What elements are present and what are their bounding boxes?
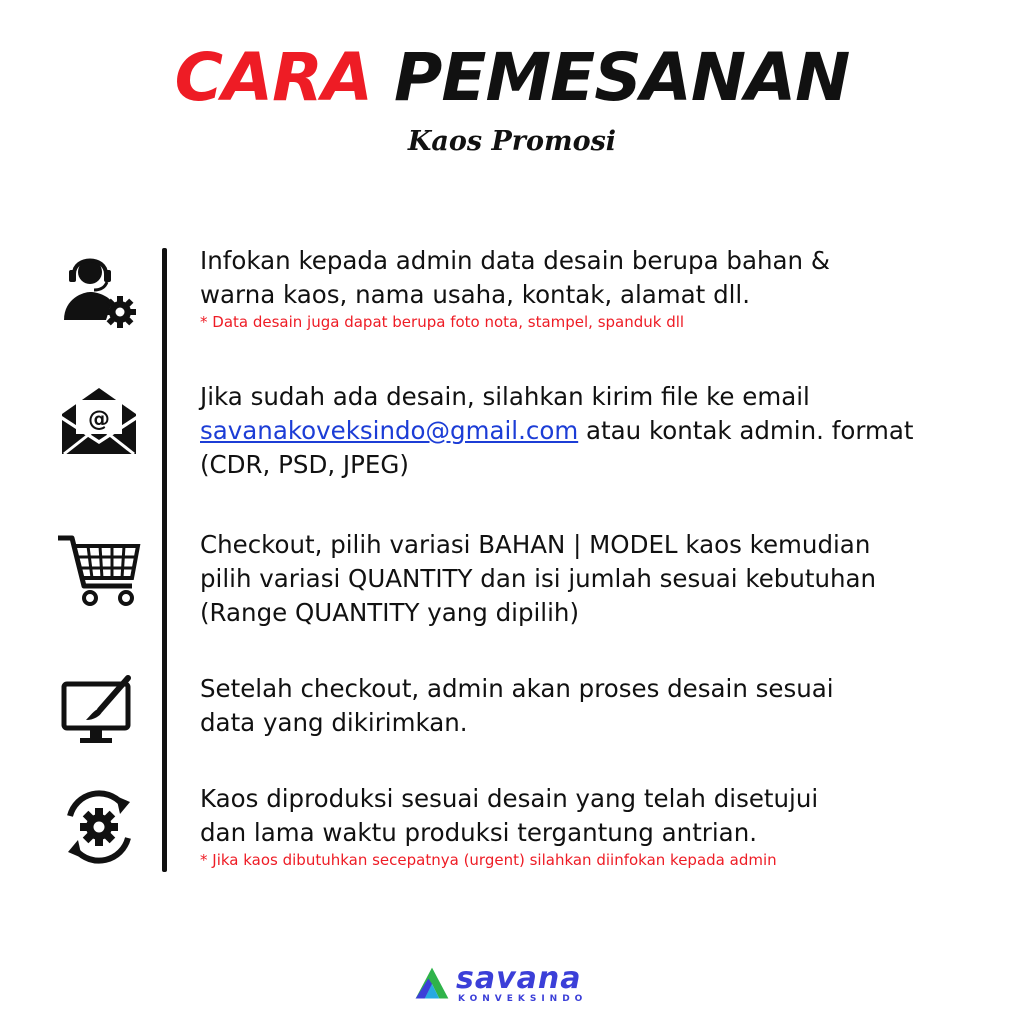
step-3-line-2: pilih variasi QUANTITY dan isi jumlah sesuai kebutuhan — [200, 564, 877, 593]
step-2-line-2 — [200, 414, 1010, 448]
step-2-line-3: (CDR, PSD, JPEG) — [200, 450, 409, 479]
step-2-line-1: Jika sudah ada desain, silahkan kirim file ke email — [200, 382, 810, 411]
step-2-line-2-rest: atau kontak admin. format — [578, 416, 914, 445]
step-5-note: * Jika kaos dibutuhkan secepatnya (urgent) silahkan diinfokan kepada admin — [200, 851, 777, 869]
page-title — [0, 38, 1024, 118]
title-main: PEMESANAN — [394, 39, 850, 116]
admin-support-icon — [54, 250, 144, 340]
timeline-divider — [162, 248, 167, 872]
email-link[interactable]: savanakoveksindo@gmail.com — [200, 416, 579, 445]
step-5-line-2: dan lama waktu produksi tergantung antrian. — [200, 818, 758, 847]
step-1-note: * Data desain juga dapat berupa foto nota, stampel, spanduk dll — [200, 313, 685, 331]
title-highlight: CARA — [174, 39, 373, 116]
shopping-cart-icon — [54, 530, 144, 620]
step-1-line-1: Infokan kepada admin data desain berupa bahan & — [200, 246, 830, 275]
step-3-line-1: Checkout, pilih variasi BAHAN | MODEL kaos kemudian — [200, 530, 871, 559]
header — [0, 38, 1024, 157]
step-4-line-1: Setelah checkout, admin akan proses desain sesuai — [200, 674, 834, 703]
step-1-line-2: warna kaos, nama usaha, kontak, alamat dll. — [200, 280, 751, 309]
step-4-line-2: data yang dikirimkan. — [200, 708, 468, 737]
step-2-text — [200, 380, 1010, 482]
email-icon — [54, 382, 144, 472]
logo-mark-icon — [412, 964, 452, 1004]
production-gear-icon — [54, 782, 144, 872]
logo-tagline: KONVEKSINDO — [458, 994, 588, 1004]
step-3-text — [200, 528, 1010, 630]
step-5-text — [200, 782, 1010, 870]
logo-name: savana — [456, 961, 582, 996]
step-5-line-1: Kaos diproduksi sesuai desain yang telah disetujui — [200, 784, 819, 813]
step-4-text — [200, 672, 1010, 740]
monitor-design-icon — [54, 674, 144, 764]
brand-logo — [412, 962, 622, 1008]
step-1-text — [200, 244, 1010, 332]
page-subtitle: Kaos Promosi — [407, 126, 617, 157]
step-3-line-3: (Range QUANTITY yang dipilih) — [200, 598, 580, 627]
svg-text:@: @ — [88, 407, 110, 432]
